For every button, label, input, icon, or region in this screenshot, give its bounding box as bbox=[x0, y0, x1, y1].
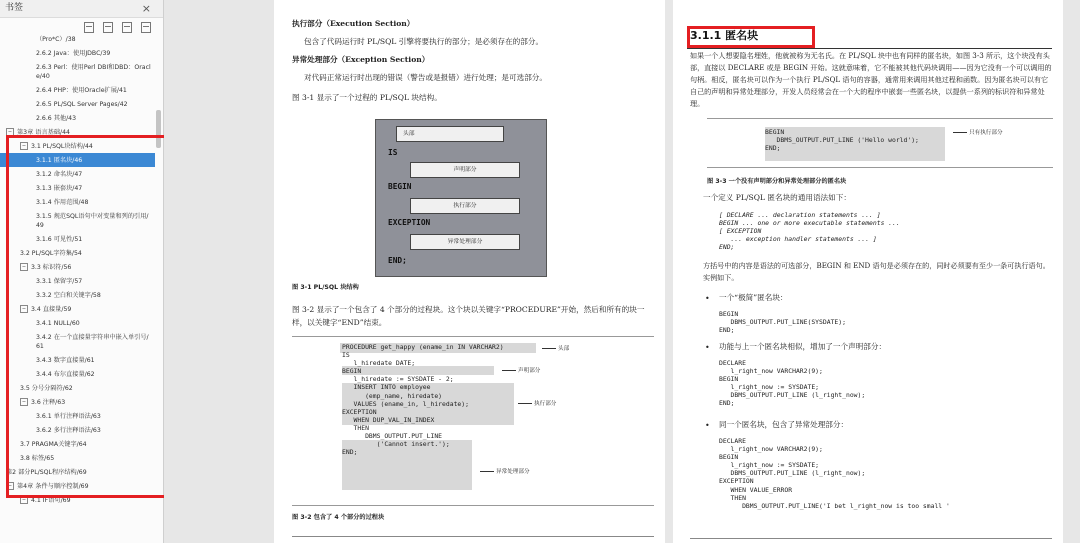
toc-item[interactable] bbox=[0, 60, 155, 83]
toc-item-label: 3.1.1 匿名块/46 bbox=[36, 156, 83, 164]
bullet-1-text: 一个“极简”匿名块： bbox=[719, 293, 788, 302]
exec-body: 包含了代码运行时 PL/SQL 引擎将要执行的部分；是必须存在的部分。 bbox=[304, 37, 544, 46]
toc-item-label: 3.5 分号分隔符/62 bbox=[20, 384, 73, 392]
fig1-exec: 执行部分 bbox=[410, 198, 520, 214]
toc-item-label: 3.1 PL/SQL块结构/44 bbox=[31, 142, 93, 150]
toc-item-label: 2.6.4 PHP：使用Oracle扩展/41 bbox=[36, 86, 127, 94]
expand-all-icon[interactable] bbox=[84, 22, 94, 33]
highlight-box-title bbox=[687, 26, 815, 48]
fig1-decl: 声明部分 bbox=[410, 162, 520, 178]
fig2-callout-header: 头部 bbox=[542, 344, 569, 352]
toc-item[interactable] bbox=[0, 83, 155, 97]
bullet-3-text: 同一个匿名块，包含了异常处理部分： bbox=[719, 420, 849, 429]
toc-item-label: 3.3.2 空白和关键字/58 bbox=[36, 291, 101, 299]
toc-item-label: 3.4.3 数字直接量/61 bbox=[36, 356, 95, 364]
toc-item[interactable] bbox=[0, 46, 155, 60]
toc-item-label: 2.6.6 其他/43 bbox=[36, 114, 77, 122]
toc-item-label: 3.8 标签/65 bbox=[20, 454, 55, 462]
toc-item-label: 第2 部分PL/SQL程序结构/69 bbox=[6, 468, 87, 476]
fig3-callout: 只有执行部分 bbox=[953, 128, 1003, 136]
collapse-toggle-icon[interactable]: − bbox=[7, 482, 13, 489]
close-icon[interactable]: × bbox=[141, 2, 151, 15]
syntax-intro: 一个定义 PL/SQL 匿名块的通用语法如下： bbox=[703, 193, 851, 202]
bullet-1-code: BEGIN DBMS_OUTPUT.PUT_LINE(SYSDATE); END; bbox=[719, 310, 846, 335]
fig3-code: BEGIN DBMS_OUTPUT.PUT_LINE ('Hello world'); END; bbox=[765, 128, 919, 153]
toc-item-label: 2.6.3 Perl：使用Perl DBI和DBD：Oracle/40 bbox=[36, 63, 151, 80]
fig1-end: END; bbox=[388, 256, 407, 265]
toc-item-label: 3.4 直接量/59 bbox=[31, 305, 72, 313]
fig1-caption: 图 3-1 PL/SQL 块结构 bbox=[292, 284, 359, 291]
toc-item-label: 3.4.4 布尔直接量/62 bbox=[36, 370, 95, 378]
toc-item-label: 第4章 条件与顺序控制/69 bbox=[17, 482, 89, 490]
bullet-2-icon: • bbox=[705, 343, 710, 352]
toc-item-label: 3.3.1 保留字/57 bbox=[36, 277, 83, 285]
exec-heading: 执行部分（Execution Section） bbox=[292, 19, 415, 28]
fig2-code: PROCEDURE get_happy (ename_in IN VARCHAR2) IS l_hiredate DATE; BEGIN l_hiredate := SYSDATE - 2; INSERT INTO employee (emp_name, hiredate) VALUES (ename_in, l_hiredate); EXCEPTION WHEN DUP_VAL_IN_INDEX THEN DBMS_OUTPUT.PUT_LINE ('Cannot insert.'); END; bbox=[342, 343, 504, 457]
fig2-caption: 图 3-2 包含了 4 个部分的过程块 bbox=[292, 514, 385, 521]
toc-item-label: 第3章 语言基础/44 bbox=[17, 128, 70, 136]
toc-item-label: 3.6.1 单行注释语法/63 bbox=[36, 412, 101, 420]
fig2-intro: 图 3-2 显示了一个包含了 4 个部分的过程块。这个块以关键字“PROCEDURE”开始，然后和所有的块一样，以关键字“END”结束。 bbox=[292, 305, 645, 327]
collapse-toggle-icon[interactable]: − bbox=[21, 305, 27, 312]
fig2-callout-decl: 声明部分 bbox=[502, 366, 540, 374]
bullet-3-code: DECLARE l_right_now VARCHAR2(9); BEGIN l_right_now := SYSDATE; DBMS_OUTPUT.PUT_LINE (l_right_now); EXCEPTION WHEN VALUE_ERROR THEN DBMS_OUTPUT.PUT_LINE('I bet l_right_now is too small ' bbox=[719, 437, 950, 510]
bullet-2-code: DECLARE l_right_now VARCHAR2(9); BEGIN l_right_now := SYSDATE; DBMS_OUTPUT.PUT_LINE (l_right_now); END; bbox=[719, 359, 866, 408]
bullet-2-text: 功能与上一个匿名块相似，增加了一个声明部分： bbox=[719, 342, 887, 351]
collapse-toggle-icon[interactable]: − bbox=[21, 496, 27, 503]
highlight-box-toc bbox=[6, 135, 178, 498]
toc-item-label: （Pro*C）/38 bbox=[36, 35, 76, 43]
toc-item-label: 2.6.5 PL/SQL Server Pages/42 bbox=[36, 100, 128, 108]
syntax-code: [ DECLARE ... declaration statements ... ] BEGIN ... one or more executable statements ... [ EXCEPTION ... exception handler statements ... ] END; bbox=[719, 211, 900, 252]
fig1-header: 头部 bbox=[396, 126, 504, 142]
exc-body: 对代码正常运行时出现的错误（警告或是报错）进行处理；是可选部分。 bbox=[304, 73, 547, 82]
toc-item-label: 3.1.4 作用范围/48 bbox=[36, 198, 89, 206]
fig1-begin: BEGIN bbox=[388, 182, 412, 191]
document-scrollbar[interactable] bbox=[1063, 0, 1080, 543]
toc-item-label: 3.6 注释/63 bbox=[31, 398, 66, 406]
toc-item-label: 3.7 PRAGMA关键字/64 bbox=[20, 440, 87, 448]
toc-item-label: 4.1 IF语句/69 bbox=[31, 496, 71, 504]
bullet-3-icon: • bbox=[705, 421, 710, 430]
footer-rule bbox=[292, 536, 654, 537]
fig1-intro: 图 3-1 显示了一个过程的 PL/SQL 块结构。 bbox=[292, 93, 442, 102]
fig1-handler: 异常处理部分 bbox=[410, 234, 520, 250]
fig2-figure bbox=[292, 336, 654, 506]
bookmarks-title: 书签 bbox=[5, 3, 24, 13]
bullet-1-icon: • bbox=[705, 294, 710, 303]
exc-heading: 异常处理部分（Exception Section） bbox=[292, 55, 430, 64]
toc-item-label: 3.4.1 NULL/60 bbox=[36, 319, 80, 327]
toc-item-label: 3.4.2 在一个直接量字符串中嵌入单引号/61 bbox=[36, 333, 149, 350]
collapse-toggle-icon[interactable]: − bbox=[7, 128, 13, 135]
toc-item-label: 3.2 PL/SQL字符集/54 bbox=[20, 249, 82, 257]
toc-item-label: 3.6.2 多行注释语法/63 bbox=[36, 426, 101, 434]
document-background bbox=[164, 0, 274, 543]
footer-rule-right bbox=[690, 538, 1052, 539]
collapse-toggle-icon[interactable]: − bbox=[21, 398, 27, 405]
toc-item[interactable] bbox=[0, 32, 155, 46]
block-structure-figure bbox=[375, 119, 547, 277]
page-left bbox=[274, 0, 665, 543]
toc-item[interactable] bbox=[0, 111, 155, 125]
bookmarks-header bbox=[0, 0, 163, 18]
add-bookmark-icon[interactable] bbox=[122, 22, 132, 33]
fig1-exception: EXCEPTION bbox=[388, 218, 431, 227]
collapse-all-icon[interactable] bbox=[103, 22, 113, 33]
toc-item-label: 3.1.2 命名块/47 bbox=[36, 170, 83, 178]
intro-paragraph: 如果一个人想要隐名埋姓，他就被称为无名氏。在 PL/SQL 块中也有同样的匿名块，如图 3-3 所示，这个块没有头部，直接以 DECLARE 或是 BEGIN 开始。这就意味着，它不能被其他代码块调用——因为它没有一个可以调用的句柄。相反，匿名块可以作为一个执行 PL/SQL 语句的容器，通常用来调用其他过程和函数。因为匿名块可以有它自己的声明和异常处理部分，开发人员经常会在一个大的程序中嵌套一些匿名块，以提供一系列的标识符和异常处理。 bbox=[690, 51, 1052, 108]
fig1-is: IS bbox=[388, 148, 398, 157]
bookmark-options-icon[interactable] bbox=[141, 22, 151, 33]
title-rule bbox=[687, 48, 1052, 49]
fig3-caption: 图 3-3 一个没有声明部分和异常处理部分的匿名块 bbox=[707, 178, 847, 185]
toc-item[interactable] bbox=[0, 97, 155, 111]
toc-item-label: 2.6.2 Java：使用JDBC/39 bbox=[36, 49, 111, 57]
syntax-note: 方括号中的内容是语法的可选部分，BEGIN 和 END 语句是必须存在的，同时必须要有至少一条可执行语句。实例如下。 bbox=[703, 261, 1050, 282]
fig2-callout-handler: 异常处理部分 bbox=[480, 467, 530, 475]
collapse-toggle-icon[interactable]: − bbox=[21, 142, 27, 149]
toc-item-label: 3.1.3 嵌套块/47 bbox=[36, 184, 83, 192]
section-title: 3.1.1 匿名块 bbox=[690, 29, 759, 42]
toc-item-label: 3.1.5 规范SQL语句中对变量和列的引用/49 bbox=[36, 212, 149, 229]
page-right bbox=[673, 0, 1063, 543]
collapse-toggle-icon[interactable]: − bbox=[21, 263, 27, 270]
toc-item-label: 3.1.6 可见性/51 bbox=[36, 235, 83, 243]
fig3-figure bbox=[707, 118, 1053, 168]
toc-item-label: 3.3 标识符/56 bbox=[31, 263, 72, 271]
fig2-callout-exec: 执行部分 bbox=[518, 399, 556, 407]
